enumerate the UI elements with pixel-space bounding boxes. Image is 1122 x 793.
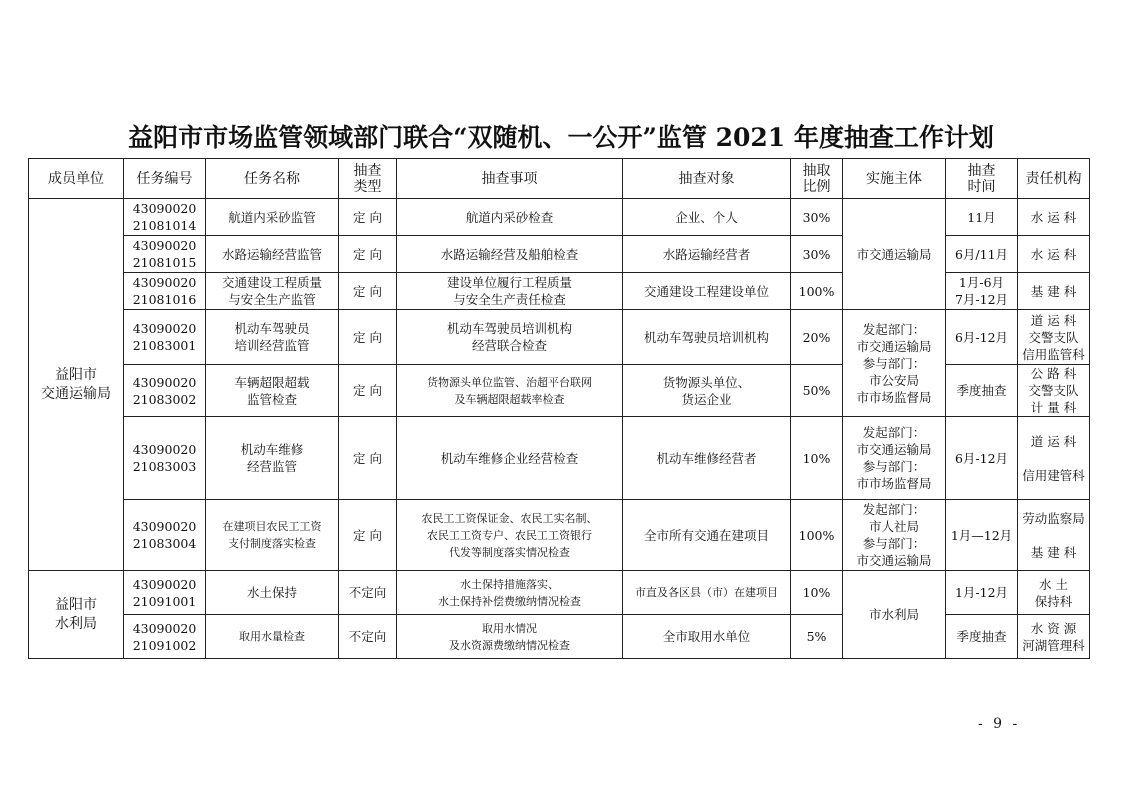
check-time: 11月 [946, 199, 1018, 236]
task-name: 水土保持 [206, 571, 339, 615]
ratio: 10% [791, 571, 843, 615]
table-row [29, 199, 1090, 236]
check-item: 水路运输经营及船舶检查 [397, 236, 623, 273]
table-row [29, 417, 1090, 500]
member-unit-transport: 益阳市 交通运输局 [29, 199, 124, 571]
col-header-task-name: 任务名称 [206, 159, 339, 199]
check-type: 定 向 [339, 273, 397, 310]
task-name: 交通建设工程质量 与安全生产监管 [206, 273, 339, 310]
check-item: 取用水情况 及水资源费缴纳情况检查 [397, 615, 623, 659]
check-object: 市直及各区县（市）在建项目 [623, 571, 791, 615]
task-id: 43090020 21083002 [124, 365, 206, 417]
task-id: 43090020 21081014 [124, 199, 206, 236]
ratio: 20% [791, 310, 843, 365]
member-unit-water: 益阳市 水利局 [29, 571, 124, 659]
task-name: 航道内采砂监管 [206, 199, 339, 236]
check-object: 机动车维修经营者 [623, 417, 791, 500]
ratio: 100% [791, 273, 843, 310]
check-type: 定 向 [339, 236, 397, 273]
check-object: 货物源头单位、 货运企业 [623, 365, 791, 417]
check-item: 水土保持措施落实、 水土保持补偿费缴纳情况检查 [397, 571, 623, 615]
executor: 发起部门： 市交通运输局 参与部门： 市市场监督局 [843, 417, 946, 500]
col-header-check-object: 抽查对象 [623, 159, 791, 199]
task-id: 43090020 21091002 [124, 615, 206, 659]
ratio: 10% [791, 417, 843, 500]
check-type: 定 向 [339, 365, 397, 417]
check-type: 定 向 [339, 199, 397, 236]
check-time: 6月-12月 [946, 417, 1018, 500]
col-header-responsible: 责任机构 [1018, 159, 1090, 199]
task-name: 水路运输经营监管 [206, 236, 339, 273]
task-name: 车辆超限超载 监管检查 [206, 365, 339, 417]
header-row [29, 159, 1090, 199]
check-type: 定 向 [339, 310, 397, 365]
responsible-org: 公 路 科 交警支队 计 量 科 [1018, 365, 1090, 417]
col-header-task-id: 任务编号 [124, 159, 206, 199]
task-id: 43090020 21083001 [124, 310, 206, 365]
executor: 市水利局 [843, 571, 946, 659]
check-item: 农民工工资保证金、农民工实名制、 农民工工资专户、农民工工资银行 代发等制度落实情况检查 [397, 500, 623, 571]
col-header-time: 抽查 时间 [946, 159, 1018, 199]
check-type: 不定向 [339, 571, 397, 615]
col-header-member-unit: 成员单位 [29, 159, 124, 199]
task-id: 43090020 21083004 [124, 500, 206, 571]
ratio: 5% [791, 615, 843, 659]
task-id: 43090020 21081015 [124, 236, 206, 273]
task-name: 机动车驾驶员 培训经营监管 [206, 310, 339, 365]
responsible-org: 道 运 科 交警支队 信用监管科 [1018, 310, 1090, 365]
check-time: 1月-6月 7月-12月 [946, 273, 1018, 310]
responsible-org: 基 建 科 [1018, 273, 1090, 310]
check-object: 全市所有交通在建项目 [623, 500, 791, 571]
task-name: 机动车维修 经营监管 [206, 417, 339, 500]
check-object: 水路运输经营者 [623, 236, 791, 273]
responsible-org: 水 土 保持科 [1018, 571, 1090, 615]
responsible-org: 水 运 科 [1018, 236, 1090, 273]
check-time: 季度抽查 [946, 365, 1018, 417]
col-header-executor: 实施主体 [843, 159, 946, 199]
task-id: 43090020 21083003 [124, 417, 206, 500]
check-object: 全市取用水单位 [623, 615, 791, 659]
responsible-org: 水 资 源 河湖管理科 [1018, 615, 1090, 659]
col-header-check-item: 抽查事项 [397, 159, 623, 199]
col-header-check-type: 抽查 类型 [339, 159, 397, 199]
ratio: 30% [791, 199, 843, 236]
check-type: 定 向 [339, 417, 397, 500]
task-id: 43090020 21091001 [124, 571, 206, 615]
check-item: 机动车驾驶员培训机构 经营联合检查 [397, 310, 623, 365]
ratio: 100% [791, 500, 843, 571]
check-time: 6月/11月 [946, 236, 1018, 273]
check-item: 货物源头单位监管、治超平台联网 及车辆超限超载率检查 [397, 365, 623, 417]
executor: 发起部门： 市交通运输局 参与部门： 市公安局 市市场监督局 [843, 310, 946, 417]
responsible-org: 劳动监察局 基 建 科 [1018, 500, 1090, 571]
task-id: 43090020 21081016 [124, 273, 206, 310]
check-object: 机动车驾驶员培训机构 [623, 310, 791, 365]
inspection-plan-table [28, 158, 1090, 659]
page-title: 益阳市市场监管领域部门联合“双随机、一公开”监管 2021 年度抽查工作计划 [128, 123, 994, 152]
check-time: 6月-12月 [946, 310, 1018, 365]
check-item: 建设单位履行工程质量 与安全生产责任检查 [397, 273, 623, 310]
check-time: 1月-12月 [946, 571, 1018, 615]
task-name: 取用水量检查 [206, 615, 339, 659]
check-item: 机动车维修企业经营检查 [397, 417, 623, 500]
check-time: 1月—12月 [946, 500, 1018, 571]
check-time: 季度抽查 [946, 615, 1018, 659]
check-type: 定 向 [339, 500, 397, 571]
page-number: - 9 - [978, 716, 1021, 732]
table-row [29, 310, 1090, 365]
executor: 市交通运输局 [843, 199, 946, 310]
ratio: 50% [791, 365, 843, 417]
responsible-org: 道 运 科 信用建管科 [1018, 417, 1090, 500]
check-item: 航道内采砂检查 [397, 199, 623, 236]
table-row [29, 571, 1090, 615]
col-header-ratio: 抽取 比例 [791, 159, 843, 199]
check-type: 不定向 [339, 615, 397, 659]
table-row [29, 500, 1090, 571]
check-object: 交通建设工程建设单位 [623, 273, 791, 310]
executor: 发起部门： 市人社局 参与部门： 市交通运输局 [843, 500, 946, 571]
check-object: 企业、个人 [623, 199, 791, 236]
task-name: 在建项目农民工工资 支付制度落实检查 [206, 500, 339, 571]
responsible-org: 水 运 科 [1018, 199, 1090, 236]
ratio: 30% [791, 236, 843, 273]
